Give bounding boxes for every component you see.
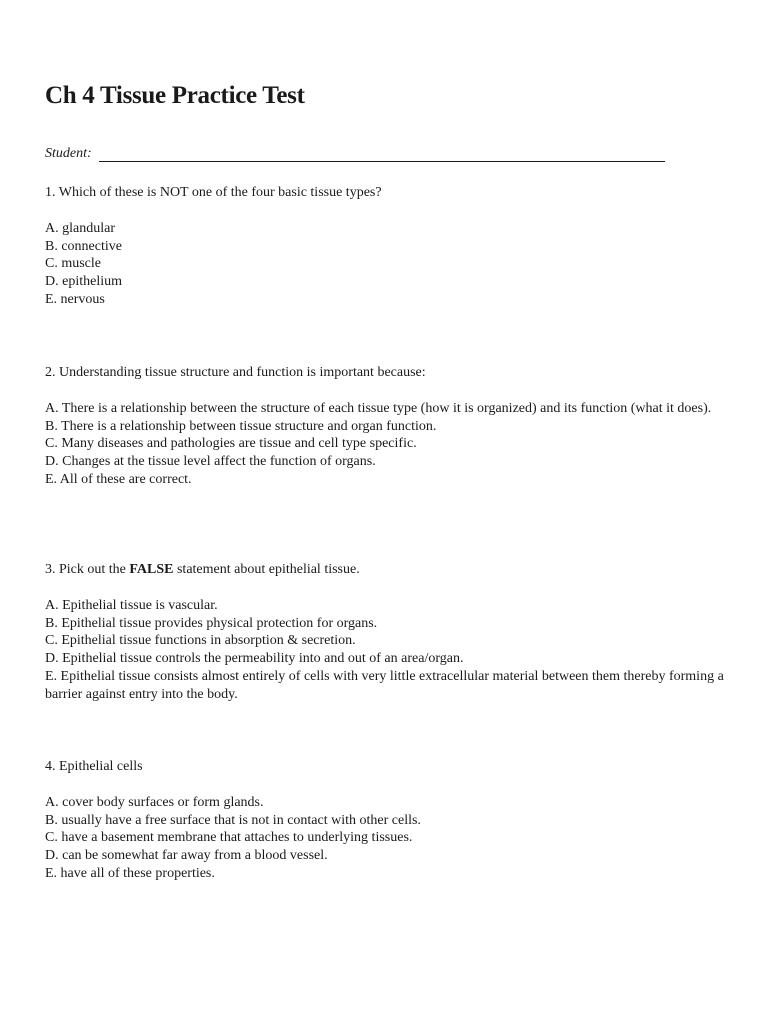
answer-option: C. Epithelial tissue functions in absorption & secretion.	[45, 633, 356, 649]
question-stem: 2. Understanding tissue structure and function is important because:	[45, 365, 426, 380]
question-stem-prefix: 3. Pick out the	[45, 562, 130, 577]
answer-option: B. connective	[45, 238, 122, 254]
question-stem	[45, 561, 735, 579]
student-name-blank[interactable]	[99, 147, 665, 162]
question-stem-suffix: statement about epithelial tissue.	[173, 562, 360, 577]
answer-option: C. muscle	[45, 256, 101, 272]
answer-options	[45, 220, 735, 309]
question-1	[45, 184, 735, 309]
question-2	[45, 364, 735, 489]
student-label: Student:	[45, 146, 92, 161]
question-4	[45, 758, 735, 883]
answer-option: D. can be somewhat far away from a blood vessel.	[45, 848, 328, 864]
answer-option: D. Changes at the tissue level affect the function of organs.	[45, 454, 376, 470]
answer-option: A. glandular	[45, 220, 115, 236]
answer-option: E. All of these are correct.	[45, 471, 192, 487]
answer-option: D. Epithelial tissue controls the permeability into and out of an area/organ.	[45, 651, 464, 667]
question-stem: 4. Epithelial cells	[45, 759, 143, 774]
answer-options	[45, 400, 735, 489]
answer-option: A. Epithelial tissue is vascular.	[45, 597, 218, 613]
page-title: Ch 4 Tissue Practice Test	[45, 82, 305, 109]
answer-option: E. Epithelial tissue consists almost entirely of cells with very little extracellular material between them thereby forming a barrier against entry into the body.	[45, 668, 724, 702]
answer-option: E. nervous	[45, 291, 105, 307]
answer-option: C. Many diseases and pathologies are tissue and cell type specific.	[45, 436, 417, 452]
question-3	[45, 561, 735, 704]
answer-option: A. cover body surfaces or form glands.	[45, 794, 264, 810]
answer-option: D. epithelium	[45, 274, 122, 290]
answer-option: E. have all of these properties.	[45, 865, 215, 881]
answer-option: B. usually have a free surface that is not in contact with other cells.	[45, 812, 421, 828]
answer-option: C. have a basement membrane that attaches to underlying tissues.	[45, 830, 413, 846]
answer-options	[45, 794, 735, 883]
question-stem-emphasis: FALSE	[129, 562, 174, 577]
answer-options	[45, 597, 735, 704]
student-name-line	[45, 146, 665, 162]
question-stem: 1. Which of these is NOT one of the four basic tissue types?	[45, 185, 382, 200]
answer-option: B. Epithelial tissue provides physical protection for organs.	[45, 615, 378, 631]
answer-option: B. There is a relationship between tissue structure and organ function.	[45, 418, 437, 434]
answer-option: A. There is a relationship between the structure of each tissue type (how it is organized) and its function (what it does).	[45, 400, 712, 416]
